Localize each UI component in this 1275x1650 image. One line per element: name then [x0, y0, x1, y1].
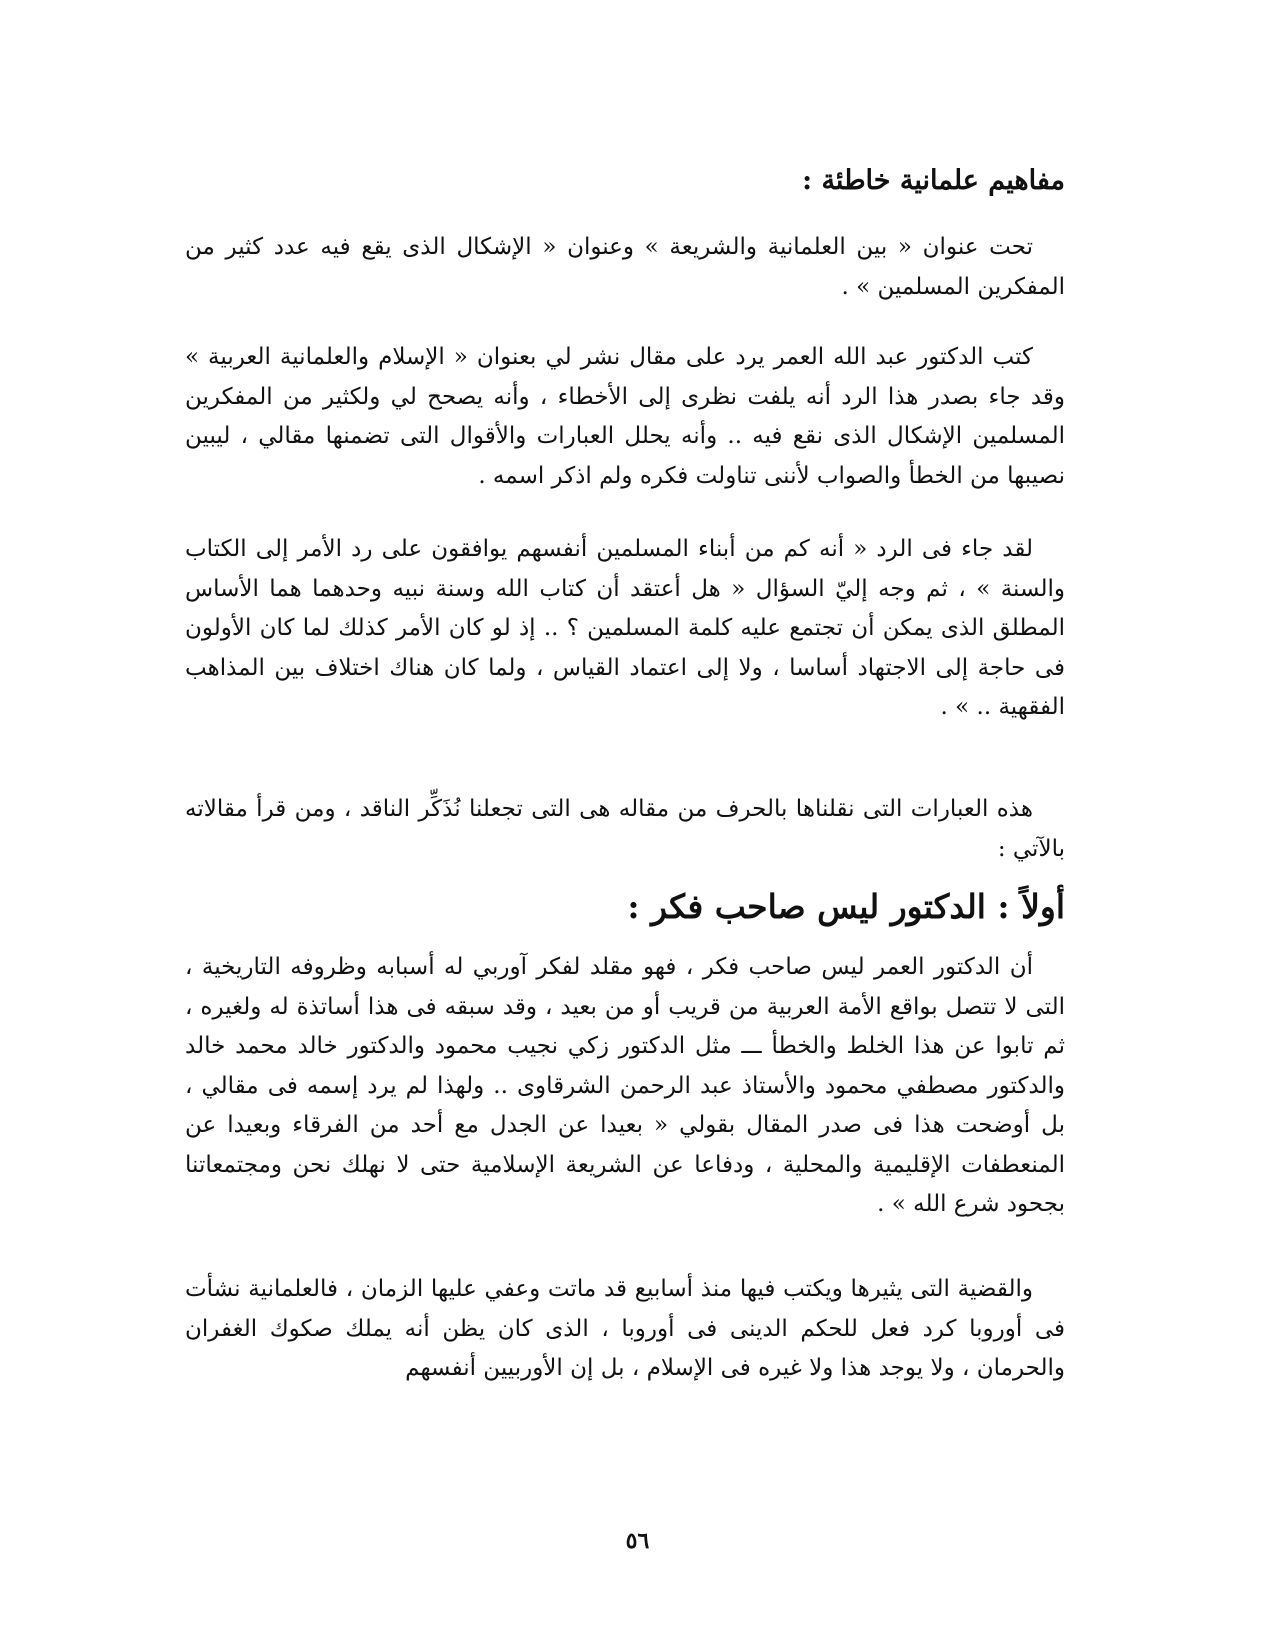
paragraph-5-text: أن الدكتور العمر ليس صاحب فكر ، فهو مقلد لفكر آوربي له أسبابه وظروفه التاريخية ، التى لا تتصل بواقع الأمة العربية من قريب أو من بعيد ، وقد سبقه فى هذا أساتذة له ولغيره ، ثم تابوا عن هذا الخلط والخطأ ـــ مثل الدكتور زكي نجيب محمود والدكتور خالد محمد خالد والدكتور مصطفي محمود والأستاذ عبد الرحمن الشرقاوى .. ولهذا لم يرد إسمه فى مقالي ، بل أوضحت هذا فى صدر المقال بقولي « بعيدا عن الجدل مع أحد من الفرقاء وبعيدا عن المنعطفات الإقليمية والمحلية ، ودفاعا عن الشريعة الإسلامية حتى لا نهلك نحن ومجتمعاتنا بجحود شرع الله » .: [185, 954, 1065, 1217]
page-number: ٥٦: [625, 1528, 650, 1554]
paragraph-2-text: كتب الدكتور عبد الله العمر يرد على مقال نشر لي بعنوان « الإسلام والعلمانية العربية » وقد جاء بصدر هذا الرد أنه يلفت نظرى إلى الأخطاء ، وأنه يصحح لي ولكثير من المفكرين المسلمين الإشكال الذى نقع فيه .. وأنه يحلل العبارات والأقوال التى تضمنها مقالي ، ليبين نصيبها من الخطأ والصواب لأننى تناولت فكره ولم اذكر اسمه .: [185, 344, 1065, 489]
section-heading-misconceptions: مفاهيم علمانية خاطئة :: [802, 165, 1065, 196]
paragraph-3: [185, 530, 1065, 728]
paragraph-6: [185, 1270, 1065, 1389]
paragraph-2: [185, 338, 1065, 496]
paragraph-3-text: لقد جاء فى الرد « أنه كم من أبناء المسلمين أنفسهم يوافقون على رد الأمر إلى الكتاب والسنة » ، ثم وجه إليّ السؤال « هل أعتقد أن كتاب الله وسنة نبيه وحدهما هما الأساس المطلق الذى يمكن أن تجتمع عليه كلمة المسلمين ؟ .. إذ لو كان الأمر كذلك لما كان الأولون فى حاجة إلى الاجتهاد أساسا ، ولا إلى اعتماد القياس ، ولما كان هناك اختلاف بين المذاهب الفقهية .. » .: [185, 536, 1065, 720]
paragraph-1-text: تحت عنوان « بين العلمانية والشريعة » وعنوان « الإشكال الذى يقع فيه عدد كثير من المفكرين المسلمين » .: [185, 234, 1065, 300]
paragraph-4: [185, 790, 1065, 869]
paragraph-6-text: والقضية التى يثيرها ويكتب فيها منذ أسابيع قد ماتت وعفي عليها الزمان ، فالعلمانية نشأت فى أوروبا كرد فعل للحكم الدينى فى أوروبا ، الذى كان يظن أنه يملك صكوك الغفران والحرمان ، ولا يوجد هذا ولا غيره فى الإسلام ، بل إن الأوربيين أنفسهم: [185, 1276, 1065, 1381]
paragraph-5: [185, 948, 1065, 1225]
paragraph-4-text: هذه العبارات التى نقلناها بالحرف من مقاله هى التى تجعلنا نُذَكِّر الناقد ، ومن قرأ مقالاته بالآتي :: [185, 796, 1065, 862]
paragraph-1: [185, 228, 1065, 307]
section-heading-first: أولاً : الدكتور ليس صاحب فكر :: [627, 887, 1065, 926]
